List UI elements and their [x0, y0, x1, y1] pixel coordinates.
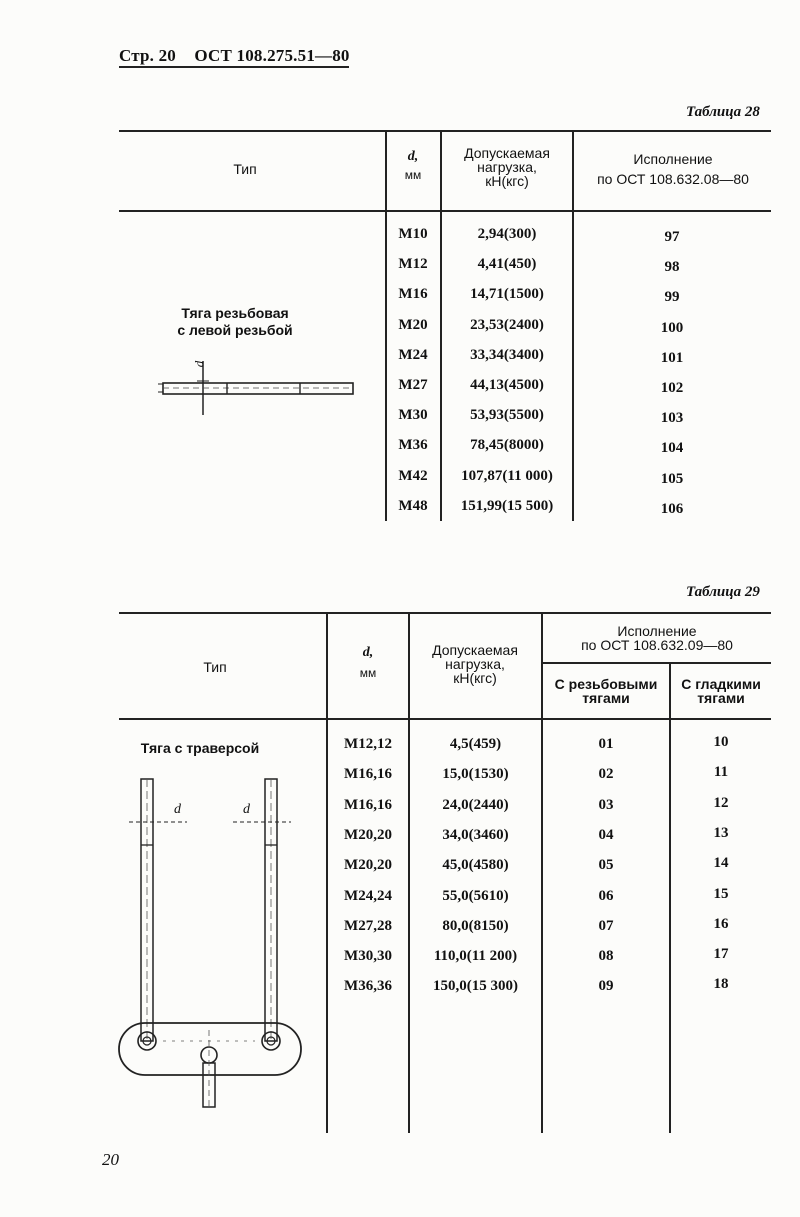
table29-col-exec-b [671, 677, 771, 705]
table29-cell-exec-a: 06 [598, 887, 614, 904]
table29-cell-d: M16,16 [344, 796, 392, 813]
table29-cell-d: M20,20 [344, 857, 392, 874]
traverse-d-label-right: d [243, 802, 250, 817]
table29-cell-d: M30,30 [344, 948, 392, 965]
table28-cell-exec: 103 [660, 410, 684, 427]
table29-type-name: Тяга с траверсой [140, 740, 260, 756]
table28-type-line1: Тяга резьбовая [181, 305, 289, 321]
table29-cell-exec-a: 01 [598, 736, 614, 752]
table29-cell-exec-a: 04 [598, 826, 614, 843]
table29-cell-d: M27,28 [344, 917, 392, 934]
table29-cell-exec-a: 07 [598, 917, 614, 934]
table29-col-d-symbol: d, [362, 645, 374, 660]
table28-cell-load: 78,45(8000) [470, 437, 544, 454]
table28-col-exec-line1: Исполнение [633, 151, 713, 167]
table28-cell-exec: 106 [660, 500, 684, 517]
table28-col-d [387, 150, 439, 182]
table28-cell-exec: 102 [660, 380, 684, 396]
header-underline [119, 66, 349, 68]
table28-cell-d: M48 [398, 497, 428, 514]
table28-cell-d: M30 [398, 407, 428, 424]
table29-top-rule [119, 612, 771, 614]
table28-cell-exec: 99 [664, 289, 680, 306]
table29-exec-split-rule [543, 662, 771, 664]
traverse-rod-drawing [115, 775, 315, 1115]
table28-col-load-line3: кН(кгс) [485, 173, 529, 189]
table28-cell-load: 107,87(11 000) [461, 467, 553, 484]
table28-cell-exec: 104 [660, 440, 684, 457]
threaded-rod-drawing [155, 355, 360, 420]
table29-col-exec [545, 624, 769, 652]
table28-col-exec-line2: по ОСТ 108.632.08—80 [597, 171, 749, 187]
table29-cell-load: 24,0(2440) [442, 796, 509, 813]
table29-cell-exec-b: 15 [713, 885, 729, 902]
table28-type-line2: с левой резьбой [177, 322, 293, 338]
threaded-rod-d-label: d [191, 360, 207, 368]
table29-cell-load: 15,0(1530) [442, 766, 509, 783]
table29-cell-exec-a: 03 [598, 796, 614, 813]
table29-col-d [330, 646, 406, 680]
table28-cell-exec: 98 [664, 259, 680, 276]
table28-cell-load: 2,94(300) [477, 226, 537, 242]
table29-cell-exec-a: 09 [598, 978, 614, 995]
table28-cell-d: M12 [398, 256, 428, 273]
table29-cell-d: M12,12 [344, 736, 392, 752]
table28-col-exec [576, 152, 770, 186]
table28-cell-load: 4,41(450) [477, 256, 537, 273]
table29-cell-exec-b: 11 [713, 764, 729, 781]
table28-cell-d: M42 [398, 467, 428, 484]
table28-cell-load: 151,99(15 500) [460, 497, 554, 514]
table28-cell-load: 53,93(5500) [470, 407, 544, 424]
page-label: Стр. 20 [119, 46, 176, 65]
table29-cell-load: 55,0(5610) [442, 887, 509, 904]
table29-cell-exec-b: 12 [713, 794, 729, 811]
table29-cell-d: M16,16 [344, 766, 392, 783]
page-header [119, 46, 350, 66]
table28-col-type: Тип [233, 161, 257, 177]
table29-cell-exec-b: 14 [713, 855, 729, 872]
table29-cell-load: 80,0(8150) [442, 917, 509, 934]
table29-col-exec-a [543, 677, 669, 705]
table28-cell-d: M27 [398, 377, 428, 393]
table28-col-load [443, 146, 571, 188]
table29-col-load-line2: нагрузка, [445, 656, 505, 672]
table29-cell-load: 4,5(459) [449, 736, 502, 752]
table29-cell-exec-a: 02 [598, 766, 614, 783]
table28-cell-exec: 105 [660, 470, 684, 487]
table28-col-d-symbol: d, [407, 149, 419, 164]
table29-col-exec-line1: Исполнение [617, 623, 697, 639]
table29-col-exec-b-line1: С гладкими [681, 676, 761, 692]
table28-cell-load: 44,13(4500) [470, 377, 544, 393]
table29-cell-load: 34,0(3460) [442, 826, 509, 843]
table28-cell-load: 33,34(3400) [470, 346, 544, 363]
table29-cell-load: 150,0(15 300) [433, 978, 518, 995]
table28-cell-d: M16 [398, 286, 428, 303]
table29-col-exec-a-line2: тягами [582, 690, 630, 706]
table29-cell-d: M36,36 [344, 978, 392, 995]
table29-cell-exec-b: 17 [713, 946, 729, 963]
table29-cell-load: 45,0(4580) [442, 857, 509, 874]
table29-col-exec-line2: по ОСТ 108.632.09—80 [581, 637, 733, 653]
table29-col-load-line3: кН(кгс) [453, 670, 497, 686]
table29-header-rule [119, 718, 771, 720]
table28-col-load-line2: нагрузка, [477, 159, 537, 175]
standard-number: ОСТ 108.275.51—80 [194, 46, 350, 65]
table28-type-name [150, 305, 320, 339]
table29-col-load [411, 643, 539, 685]
table29-col-exec-b-line2: тягами [697, 690, 745, 706]
table28-cell-d: M24 [398, 346, 428, 363]
table28-cell-exec: 97 [664, 229, 680, 245]
table28-caption: Таблица 28 [686, 104, 760, 120]
table29-cell-load: 110,0(11 200) [433, 948, 518, 965]
table29-cell-exec-b: 13 [713, 824, 729, 841]
table28-top-rule [119, 130, 771, 132]
table29-col-type: Тип [203, 659, 227, 675]
table28-cell-d: M10 [398, 226, 428, 242]
table29-cell-exec-b: 16 [713, 915, 729, 932]
table28-cell-d: M20 [398, 316, 428, 333]
table29-cell-exec-a: 05 [598, 857, 614, 874]
table29-col-exec-a-line1: С резьбовыми [554, 676, 658, 692]
table28-cell-load: 23,53(2400) [470, 316, 544, 333]
table29-cell-exec-b: 10 [713, 734, 729, 750]
table28-cell-d: M36 [398, 437, 428, 454]
table28-cell-exec: 101 [660, 349, 684, 366]
table28-col-d-unit: мм [404, 168, 422, 182]
table29-caption: Таблица 29 [686, 584, 760, 600]
table29-col-load-line1: Допускаемая [432, 642, 518, 658]
table28-header-rule [119, 210, 771, 212]
table28-col-load-line1: Допускаемая [464, 145, 550, 161]
table28-cell-exec: 100 [660, 319, 684, 336]
table29-cell-d: M20,20 [344, 826, 392, 843]
page-number: 20 [102, 1150, 119, 1169]
traverse-d-label-left: d [174, 802, 181, 817]
table29-cell-exec-a: 08 [598, 948, 614, 965]
table29-col-d-unit: мм [359, 666, 377, 680]
table29-cell-d: M24,24 [344, 887, 392, 904]
table28-cell-load: 14,71(1500) [470, 286, 544, 303]
table29-cell-exec-b: 18 [713, 976, 729, 993]
